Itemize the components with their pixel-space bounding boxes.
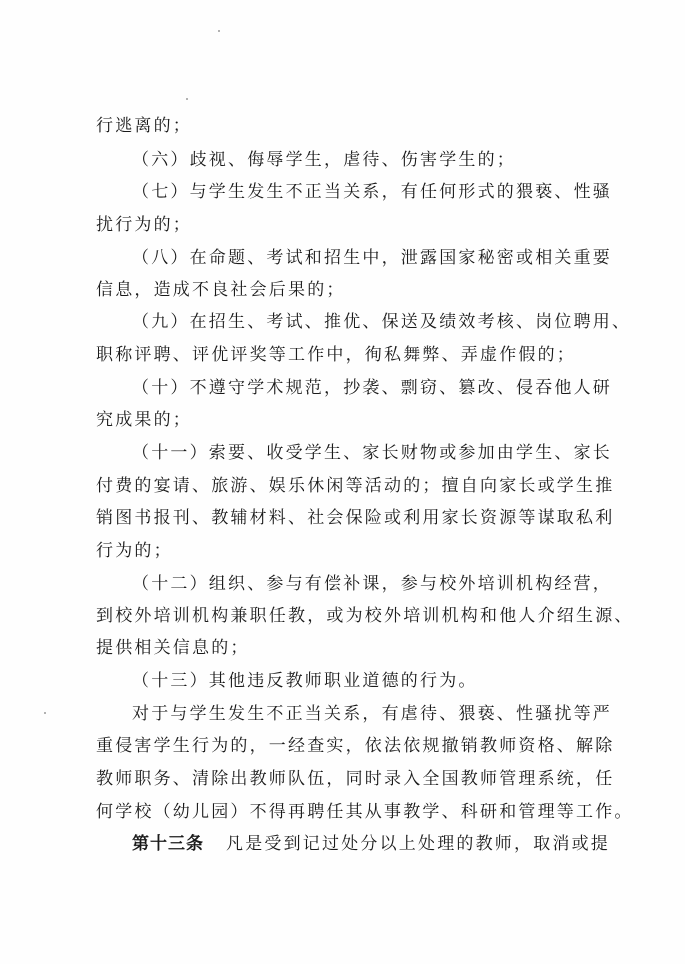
text-line-16: 到校外培训机构兼职任教，或为校外培训机构和他人介绍生源、 xyxy=(96,606,634,626)
scan-speck xyxy=(44,712,46,714)
scan-speck xyxy=(218,30,220,32)
text-line-10: 究成果的； xyxy=(96,410,192,430)
text-line-18: （十三）其他违反教师职业道德的行为。 xyxy=(132,671,478,691)
text-line-7: （九）在招生、考试、推优、保送及绩效考核、岗位聘用、 xyxy=(132,312,632,332)
text-line-2: （六）歧视、侮辱学生，虐待、伤害学生的； xyxy=(132,150,516,170)
text-line-8: 职称评聘、评优评奖等工作中，徇私舞弊、弄虚作假的； xyxy=(96,345,576,365)
text-line-1: 行逃离的； xyxy=(96,116,192,136)
text-line-14: 行为的； xyxy=(96,541,173,561)
article-line xyxy=(132,834,610,854)
text-line-20: 重侵害学生行为的，一经查实，依法依规撤销教师资格、解除 xyxy=(96,736,615,756)
text-line-5: （八）在命题、考试和招生中，泄露国家秘密或相关重要 xyxy=(132,248,612,268)
text-line-4: 扰行为的； xyxy=(96,215,192,235)
text-line-3: （七）与学生发生不正当关系，有任何形式的猥亵、性骚 xyxy=(132,182,612,202)
text-line-6: 信息，造成不良社会后果的； xyxy=(96,280,346,300)
text-line-12: 付费的宴请、旅游、娱乐休闲等活动的；擅自向家长或学生推 xyxy=(96,476,615,496)
text-line-22: 何学校（幼儿园）不得再聘任其从事教学、科研和管理等工作。 xyxy=(96,802,634,822)
text-line-19: 对于与学生发生不正当关系，有虐待、猥亵、性骚扰等严 xyxy=(132,704,612,724)
text-line-17: 提供相关信息的； xyxy=(96,638,250,658)
text-line-13: 销图书报刊、教辅材料、社会保险或利用家长资源等谋取私利 xyxy=(96,508,615,528)
text-line-9: （十）不遵守学术规范，抄袭、剽窃、篡改、侵吞他人研 xyxy=(132,378,612,398)
text-line-21: 教师职务、清除出教师队伍，同时录入全国教师管理系统，任 xyxy=(96,769,615,789)
article-text: 凡是受到记过处分以上处理的教师，取消或提 xyxy=(226,834,610,854)
text-line-11: （十一）索要、收受学生、家长财物或参加由学生、家长 xyxy=(132,443,612,463)
scan-speck xyxy=(186,98,188,100)
text-line-15: （十二）组织、参与有偿补课，参与校外培训机构经营， xyxy=(132,574,612,594)
article-heading: 第十三条 xyxy=(132,834,204,854)
